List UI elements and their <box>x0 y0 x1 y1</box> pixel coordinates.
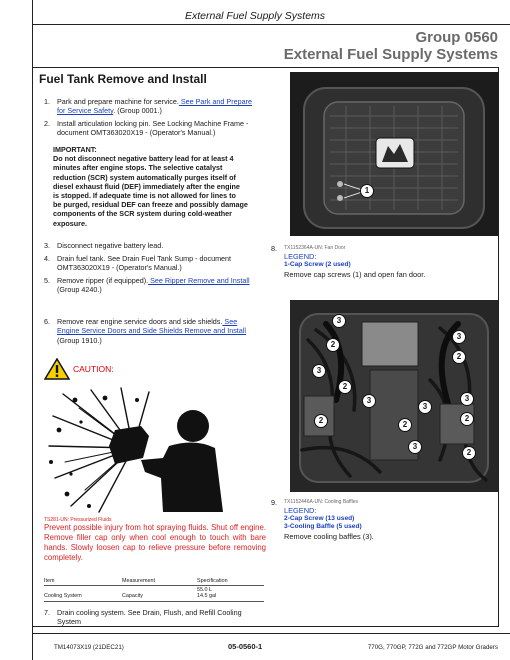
figure8-image-id: TX1152364A-UN: Fan Door <box>284 245 346 251</box>
figure9-caption: Remove cooling baffles (3). <box>284 532 374 541</box>
step-text: Install articulation locking pin. See Locking Machine Frame - <box>57 119 249 128</box>
group-name: External Fuel Supply Systems <box>283 46 498 63</box>
section-title: Fuel Tank Remove and Install <box>39 72 207 86</box>
important-heading: IMPORTANT: <box>53 145 97 154</box>
step-text-cont: document OMT363020X19 - (Operator's Manual.) <box>57 128 216 138</box>
step-text: Drain fuel tank. See Drain Fuel Tank Sump - document <box>57 254 232 263</box>
footer-models: 770G, 770GP, 772G and 772GP Motor Graders <box>367 644 498 651</box>
figure8-legend-item: 1-Cap Screw (2 used) <box>284 261 351 268</box>
important-line: reduction (SCR) system automatically purges itself of <box>53 172 236 182</box>
important-line: Do not disconnect negative battery lead for at least 4 <box>53 154 234 164</box>
step-number: 2. <box>44 119 50 128</box>
caution-text: Prevent possible injury from hot spraying fluids. Shut off engine. Remove filler cap only when cool enough to touch with bare hands. Slowly loosen cap to relieve pressure before removing completely. <box>44 523 266 562</box>
step-text: Drain cooling system. See Drain, Flush, and Refill Cooling <box>57 608 242 617</box>
step-number: 1. <box>44 97 50 106</box>
procedure-box <box>32 67 499 627</box>
header-rule <box>32 24 510 25</box>
important-line: minutes after engine stops. The selective catalyst <box>53 163 223 173</box>
callout-marker: 3 <box>362 394 376 408</box>
step-text-cont: OMT363020X19 - (Operator's Manual.) <box>57 263 182 273</box>
step-text-cont: System <box>57 617 81 627</box>
important-line: be purged, residual DEF can freeze and possibly damage <box>53 200 248 210</box>
callout-marker: 2 <box>452 350 466 364</box>
callout-marker: 2 <box>462 446 476 460</box>
important-line: components of the SCR system during cold-weather <box>53 209 232 219</box>
spec-value: 14.5 gal <box>197 593 217 599</box>
spec-divider <box>44 601 264 602</box>
callout-marker: 3 <box>408 440 422 454</box>
figure8-legend-title: LEGEND: <box>284 252 317 261</box>
figure8-caption: Remove cap screws (1) and open fan door. <box>284 270 426 279</box>
pressurized-fluid-icon <box>45 386 225 514</box>
step-number: 9. <box>271 498 277 507</box>
cooling-baffles-photo <box>290 300 498 492</box>
group-id: Group 0560 <box>415 29 498 46</box>
footer-page-number: 05-0560-1 <box>228 642 263 651</box>
step-number: 8. <box>271 244 277 253</box>
callout-marker: 3 <box>312 364 326 378</box>
spec-value: 55.0 L <box>197 587 212 593</box>
fan-door-photo <box>290 72 498 236</box>
figure9-legend-item: 3-Cooling Baffle (5 used) <box>284 523 362 530</box>
footer-rule <box>32 633 510 634</box>
step-text-cont: (Group 4240.) <box>57 285 102 295</box>
step-text: Remove rear engine service doors and side shields. <box>57 317 223 326</box>
step-text-cont: (Group 1910.) <box>57 335 102 345</box>
step-number: 7. <box>44 608 50 617</box>
spec-item: Cooling System <box>44 593 82 599</box>
callout-marker: 3 <box>460 392 474 406</box>
step-number: 4. <box>44 254 50 263</box>
important-line: diesel exhaust fluid (DEF) immediately after the engine <box>53 181 240 191</box>
important-line: is stopped. If adequate time is not allowed for lines to <box>53 191 236 201</box>
callout-marker: 2 <box>460 412 474 426</box>
spec-measurement: Capacity <box>122 593 143 599</box>
spec-header: Specification <box>197 578 228 584</box>
important-notice <box>53 145 263 228</box>
footer-doc-id: TM14073X19 (21DEC21) <box>54 644 124 651</box>
running-title: External Fuel Supply Systems <box>184 10 326 22</box>
callout-marker: 2 <box>314 414 328 428</box>
step-number: 5. <box>44 276 50 285</box>
step-text: Remove ripper (if equipped). <box>57 276 149 285</box>
engine-doors-link[interactable]: See <box>222 317 238 326</box>
figure9-legend-item: 2-Cap Screw (13 used) <box>284 515 355 522</box>
step-text: Disconnect negative battery lead. <box>57 241 164 250</box>
callout-marker: 3 <box>452 330 466 344</box>
step-text-cont: . (Group 0001.) <box>113 106 162 116</box>
warning-triangle-icon <box>44 358 70 380</box>
spec-header: Item <box>44 578 55 584</box>
step-text: Park and prepare machine for service. <box>57 97 179 106</box>
callout-marker: 3 <box>332 314 346 328</box>
engine-doors-link-cont[interactable]: Engine Service Doors and Side Shields Remove and Install <box>57 326 246 336</box>
important-line: exposure. <box>53 218 87 228</box>
step-number: 3. <box>44 241 50 250</box>
park-prepare-link-cont[interactable]: for Service Safety <box>57 106 114 116</box>
step-number: 6. <box>44 317 50 326</box>
caution-label: CAUTION: <box>73 364 114 374</box>
callout-marker: 2 <box>338 380 352 394</box>
figure9-image-id: TX1152446A-UN: Cooling Baffles <box>284 499 359 505</box>
caution-image-id: TS281-UN: Pressurized Fluids <box>44 517 112 523</box>
ripper-link[interactable]: See Ripper Remove and Install <box>148 276 250 285</box>
callout-marker: 2 <box>326 338 340 352</box>
figure9-legend-title: LEGEND: <box>284 506 317 515</box>
spec-divider <box>44 585 264 586</box>
fan-door-illustration <box>290 72 498 236</box>
park-prepare-link[interactable]: See Park and Prepare <box>178 97 252 106</box>
spec-header: Measurement <box>122 578 155 584</box>
callout-marker: 1 <box>360 184 374 198</box>
callout-marker: 2 <box>398 418 412 432</box>
callout-marker: 3 <box>418 400 432 414</box>
